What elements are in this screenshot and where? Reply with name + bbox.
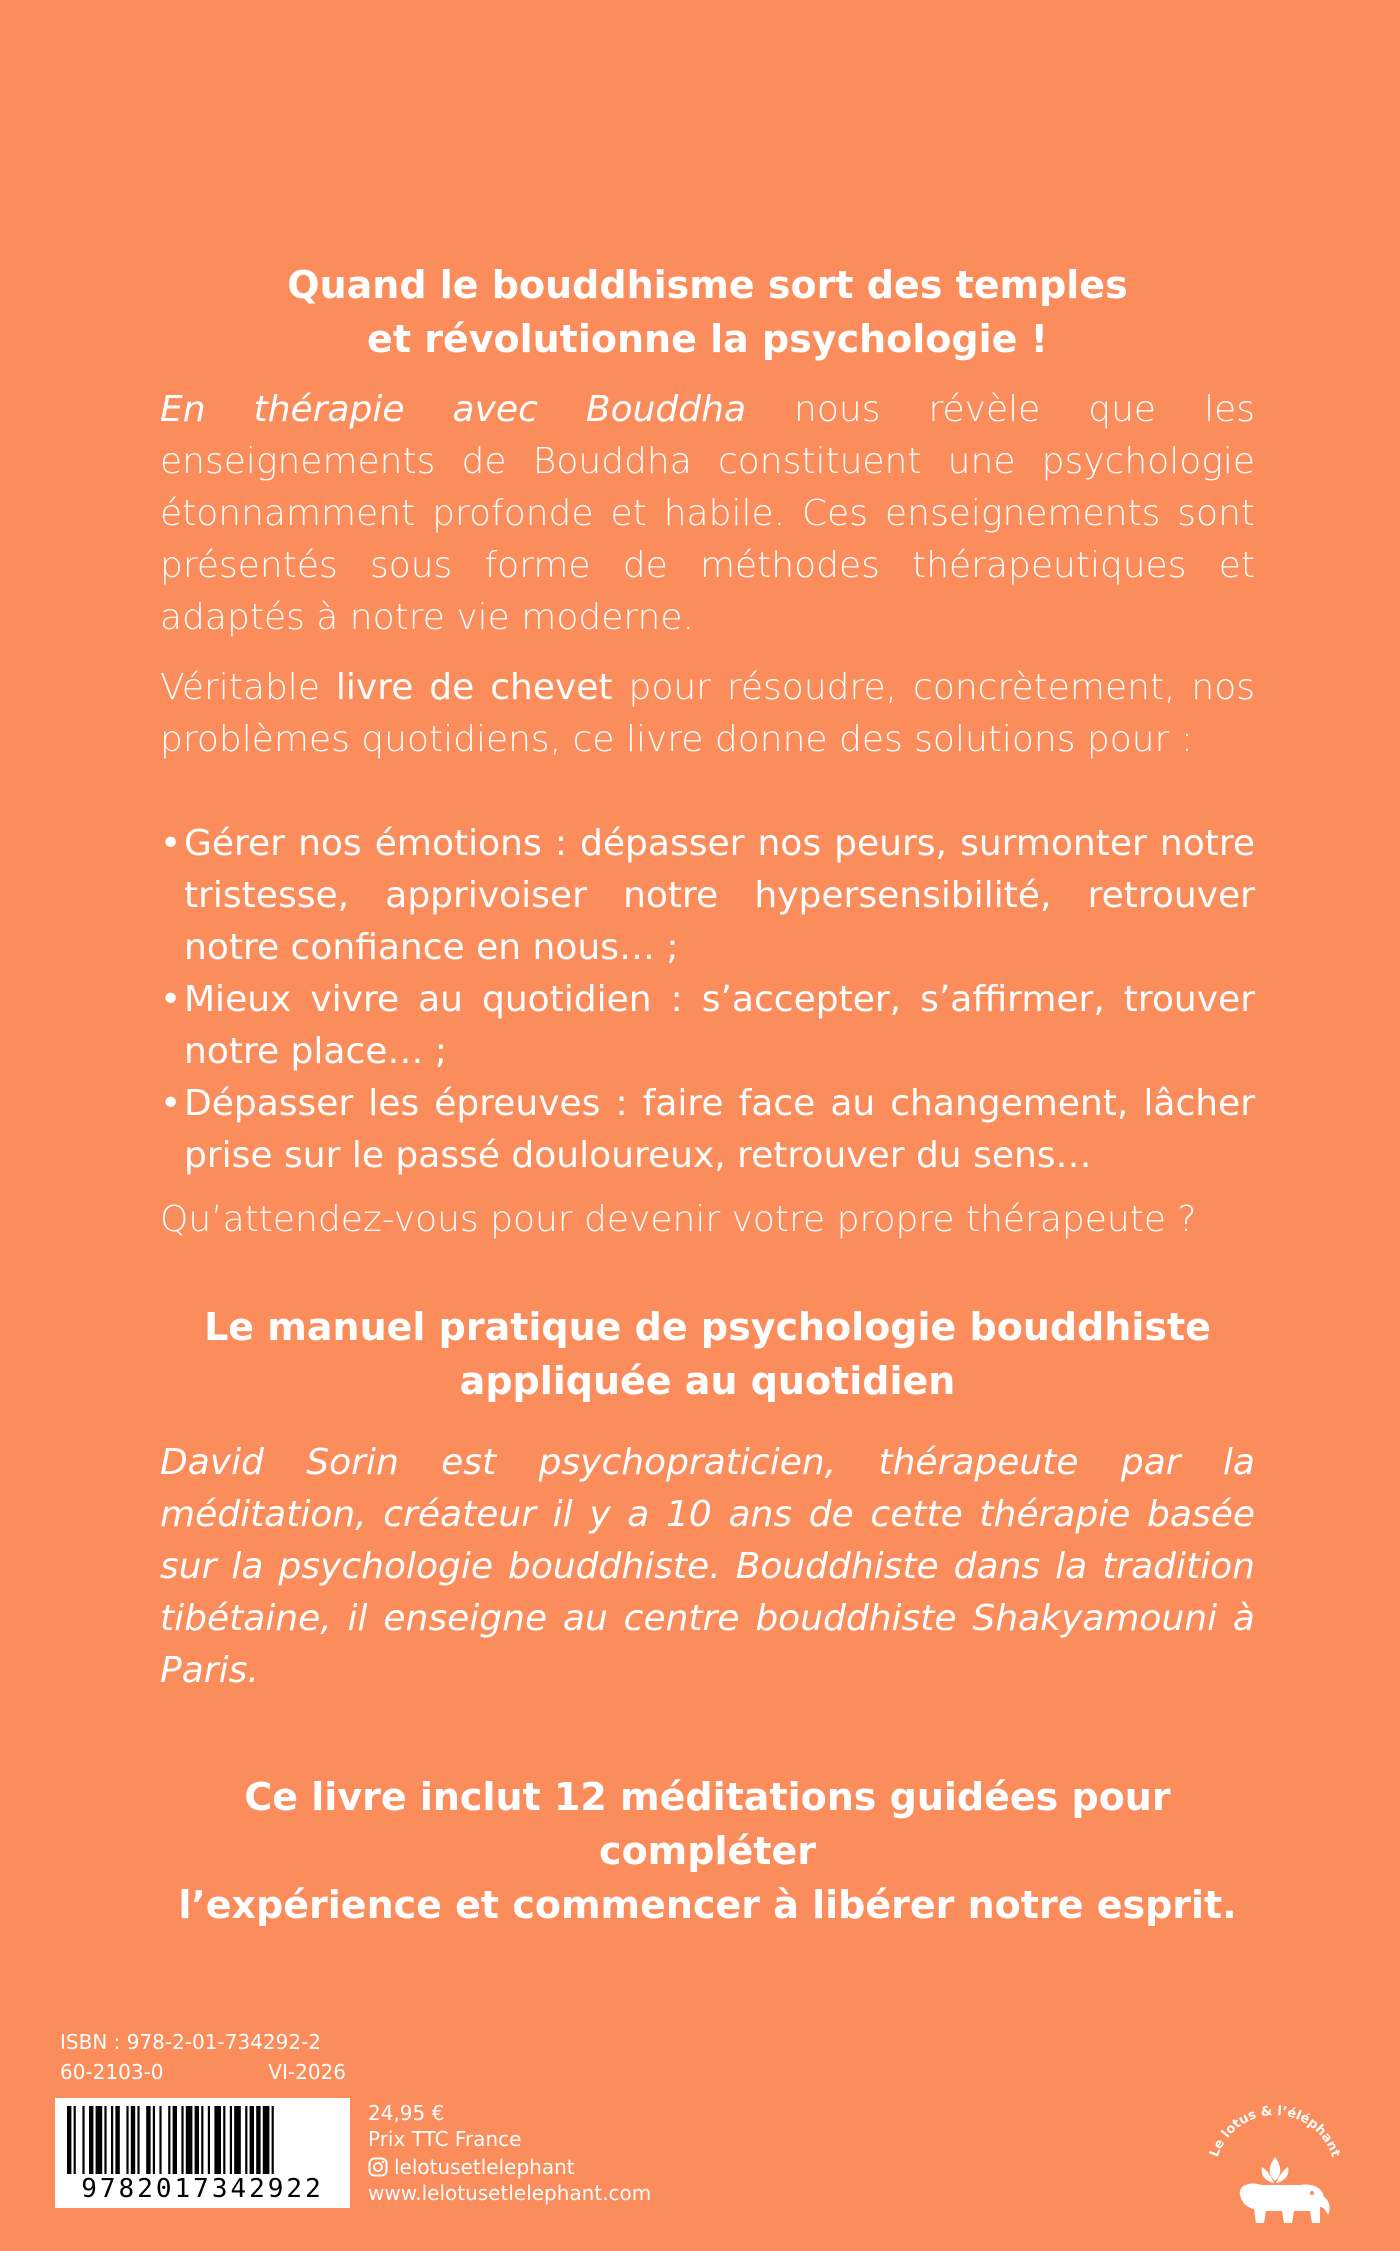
barcode-bar bbox=[131, 2106, 135, 2174]
solutions-pre: Véritable bbox=[160, 667, 336, 708]
book-title: En thérapie avec Bouddha bbox=[160, 389, 747, 430]
website-link[interactable]: www.lelotusetlelephant.com bbox=[368, 2181, 652, 2205]
intro-paragraph bbox=[160, 384, 1255, 644]
barcode-bar bbox=[96, 2106, 103, 2174]
price: 24,95 € bbox=[368, 2101, 445, 2125]
barcode-bar bbox=[245, 2106, 247, 2174]
list-item bbox=[160, 818, 1255, 974]
barcode-bar bbox=[82, 2106, 84, 2174]
solutions-list bbox=[160, 818, 1255, 1182]
barcode-bar bbox=[153, 2106, 155, 2174]
isbn: ISBN : 978-2-01-734292-2 bbox=[60, 2030, 322, 2054]
barcode-bar bbox=[159, 2106, 161, 2174]
barcode-bar bbox=[272, 2106, 274, 2174]
code-left: 60-2103-0 bbox=[60, 2060, 164, 2084]
instagram-label: lelotusetlelephant bbox=[394, 2155, 575, 2179]
price-block bbox=[368, 2100, 521, 2152]
headline-bottom bbox=[160, 1770, 1255, 1932]
elephant-logo-icon bbox=[1190, 2095, 1360, 2235]
barcode-bar bbox=[111, 2106, 113, 2174]
barcode-bar bbox=[230, 2106, 232, 2174]
solutions-bold: livre de chevet bbox=[335, 667, 613, 708]
instagram-icon bbox=[368, 2157, 388, 2177]
headline-bottom-line1: Ce livre inclut 12 méditations guidées pour compléter bbox=[244, 1775, 1171, 1873]
barcode-bar bbox=[104, 2106, 106, 2174]
svg-text:Le lotus & l’éléphant bbox=[1207, 2104, 1343, 2159]
publisher-logo-text: Le lotus & l’éléphant bbox=[1207, 2103, 1343, 2160]
barcode-bar bbox=[263, 2106, 270, 2174]
barcode-bar bbox=[67, 2106, 71, 2174]
bullet-marker: • bbox=[160, 1083, 182, 1124]
bullet-marker: • bbox=[160, 979, 182, 1020]
headline-middle-line2: appliquée au quotidien bbox=[459, 1359, 956, 1403]
author-bio-text: est psychopraticien, thérapeute par la méditation, créateur il y a 10 ans de cette thérapie basée sur la psychologie bouddhiste. Bouddhiste dans la tradition tibétaine, il enseigne au centre bouddhiste Shakyamouni à Paris. bbox=[160, 1442, 1255, 1691]
solutions-paragraph bbox=[160, 662, 1255, 766]
headline-top bbox=[160, 258, 1255, 366]
author-name: David Sorin bbox=[160, 1442, 399, 1483]
barcode-bar bbox=[256, 2106, 260, 2174]
barcode-bar bbox=[146, 2106, 150, 2174]
barcode-number: 9782017342922 bbox=[81, 2174, 324, 2204]
barcode-bar bbox=[201, 2106, 203, 2174]
barcode-bars bbox=[67, 2106, 338, 2174]
barcode-bar bbox=[208, 2106, 210, 2174]
barcode-bar bbox=[234, 2106, 241, 2174]
price-note: Prix TTC France bbox=[368, 2127, 522, 2151]
barcode-bar bbox=[186, 2106, 193, 2174]
headline-middle-line1: Le manuel pratique de psychologie bouddhiste bbox=[204, 1305, 1211, 1349]
barcode-bar bbox=[89, 2106, 93, 2174]
headline-bottom-line2: l’expérience et commencer à libérer notre esprit. bbox=[178, 1883, 1237, 1927]
author-bio bbox=[160, 1437, 1255, 1697]
list-item-text: Dépasser les épreuves : faire face au changement, lâcher prise sur le passé douloureux, retrouver du sens… bbox=[184, 1083, 1255, 1176]
barcode bbox=[55, 2098, 350, 2208]
barcode-bar bbox=[74, 2106, 76, 2174]
headline-top-line2: et révolutionne la psychologie ! bbox=[367, 317, 1048, 361]
code-right: VI-2026 bbox=[268, 2060, 346, 2084]
barcode-bar bbox=[214, 2106, 221, 2174]
instagram-handle[interactable] bbox=[368, 2154, 575, 2180]
list-item bbox=[160, 974, 1255, 1078]
barcode-bar bbox=[181, 2106, 183, 2174]
list-item-text: Mieux vivre au quotidien : s’accepter, s’affirmer, trouver notre place… ; bbox=[184, 979, 1255, 1072]
headline-top-line1: Quand le bouddhisme sort des temples bbox=[287, 263, 1128, 307]
barcode-bar bbox=[126, 2106, 128, 2174]
solutions-post: pour résoudre, concrètement, nos problèmes quotidiens, ce livre donne des solutions pour : bbox=[160, 667, 1255, 760]
headline-middle bbox=[160, 1300, 1255, 1408]
barcode-bar bbox=[168, 2106, 170, 2174]
barcode-bar bbox=[223, 2106, 225, 2174]
bullet-marker: • bbox=[160, 823, 182, 864]
barcode-bar bbox=[137, 2106, 139, 2174]
intro-text: nous révèle que les enseignements de Bouddha constituent une psychologie étonnamment profonde et habile. Ces enseignements sont présentés sous forme de méthodes thérapeutiques et adaptés à notre vie moderne. bbox=[160, 389, 1256, 638]
barcode-bar bbox=[195, 2106, 199, 2174]
barcode-bar bbox=[250, 2106, 254, 2174]
barcode-bar bbox=[115, 2106, 119, 2174]
question-line: Qu’attendez-vous pour devenir votre propre thérapeute ? bbox=[160, 1199, 1197, 1240]
list-item bbox=[160, 1078, 1255, 1182]
barcode-bar bbox=[173, 2106, 177, 2174]
list-item-text: Gérer nos émotions : dépasser nos peurs, surmonter notre tristesse, apprivoiser notre hypersensibilité, retrouver notre confiance en nous… ; bbox=[184, 823, 1255, 968]
edition-codes bbox=[60, 2057, 346, 2087]
